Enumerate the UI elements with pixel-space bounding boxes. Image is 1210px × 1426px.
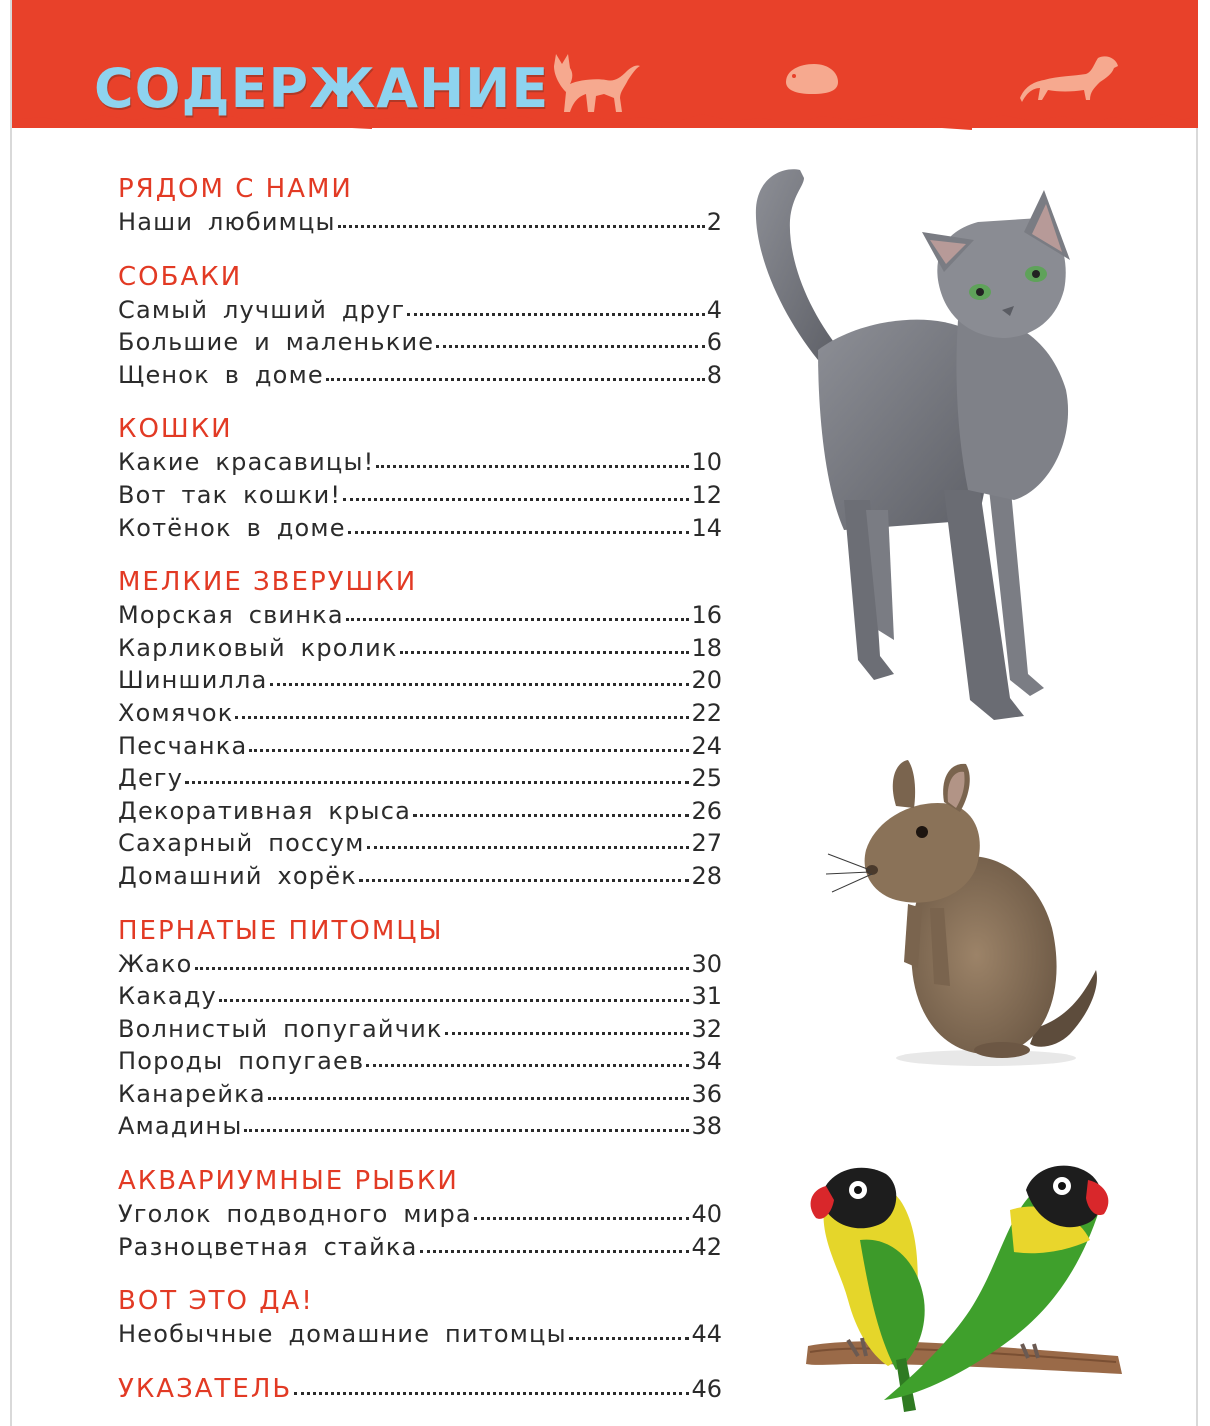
toc-entry[interactable] <box>118 1198 722 1231</box>
toc-entry[interactable] <box>118 359 722 392</box>
entry-page-number: 30 <box>691 949 722 978</box>
toc-entry[interactable] <box>118 1318 722 1351</box>
dot-leader <box>219 998 690 1002</box>
dot-leader <box>376 464 689 468</box>
entry-label: Породы попугаев <box>118 1047 365 1076</box>
dot-leader <box>400 650 690 654</box>
dot-leader <box>407 312 704 316</box>
entry-page-number: 12 <box>691 480 722 509</box>
toc-entry[interactable] <box>118 446 722 479</box>
entry-label: Наши любимцы <box>118 208 336 236</box>
entry-page-number: 4 <box>706 295 722 324</box>
toc-section <box>118 1284 722 1351</box>
entry-label: Уголок подводного мира <box>118 1200 472 1229</box>
toc-entry[interactable] <box>118 512 722 545</box>
dot-leader <box>343 497 689 501</box>
dot-leader <box>338 224 705 228</box>
toc-entry[interactable] <box>118 1013 722 1046</box>
dot-leader <box>366 1063 689 1067</box>
toc-entry[interactable] <box>118 730 722 763</box>
section-heading: РЯДОМ С НАМИ <box>118 174 353 204</box>
toc-entry[interactable] <box>118 206 722 239</box>
index-heading: УКАЗАТЕЛЬ <box>118 1373 293 1404</box>
entry-label: Карликовый кролик <box>118 633 398 662</box>
entry-page-number: 26 <box>691 796 722 825</box>
entry-page-number: 24 <box>691 731 722 760</box>
toc-section <box>118 172 722 239</box>
entry-page-number: 16 <box>691 601 722 630</box>
entry-page-number: 36 <box>691 1079 722 1108</box>
toc-section <box>118 1164 722 1263</box>
entry-page-number: 14 <box>691 513 722 542</box>
toc-entry[interactable] <box>118 827 722 860</box>
entry-label: Морская свинка <box>118 601 344 630</box>
entry-label: Жако <box>118 949 193 978</box>
dot-leader <box>474 1216 690 1220</box>
dot-leader <box>185 780 689 784</box>
toc-section <box>118 914 722 1144</box>
entry-label: Большие и маленькие <box>118 328 435 357</box>
entry-page-number: 28 <box>691 861 722 890</box>
toc-section <box>118 412 722 544</box>
entry-label: Щенок в доме <box>118 360 324 389</box>
dot-leader <box>420 1249 690 1253</box>
toc-entry[interactable] <box>118 948 722 981</box>
toc-entry[interactable] <box>118 664 722 697</box>
entry-label: Какаду <box>118 982 217 1011</box>
lovebirds-illustration <box>800 1160 1126 1420</box>
section-heading: МЕЛКИЕ ЗВЕРУШКИ <box>118 567 418 598</box>
section-heading: ВОТ ЭТО ДА! <box>118 1286 314 1317</box>
toc-entry[interactable] <box>118 980 722 1013</box>
dot-leader <box>270 682 690 686</box>
dot-leader <box>359 878 690 882</box>
entry-page-number: 8 <box>706 360 722 389</box>
entry-page-number: 27 <box>691 829 722 858</box>
entry-page-number: 20 <box>691 666 722 695</box>
entry-label: Декоративная крыса <box>118 796 412 825</box>
toc-section <box>118 260 722 392</box>
index-page-number: 46 <box>691 1374 722 1403</box>
entry-label: Домашний хорёк <box>118 861 357 890</box>
toc-entry[interactable] <box>118 697 722 730</box>
dot-leader <box>195 966 690 970</box>
dot-leader <box>244 1128 689 1132</box>
dot-leader <box>326 377 705 381</box>
dot-leader <box>235 715 689 719</box>
entry-page-number: 32 <box>691 1014 722 1043</box>
toc-entry[interactable] <box>118 599 722 632</box>
entry-page-number: 6 <box>706 328 722 357</box>
entry-page-number: 2 <box>706 208 722 236</box>
dot-leader <box>294 1391 689 1395</box>
entry-label: Песчанка <box>118 731 248 760</box>
entry-page-number: 38 <box>691 1112 722 1141</box>
dot-leader <box>367 845 690 849</box>
entry-page-number: 40 <box>691 1200 722 1229</box>
entry-label: Шиншилла <box>118 666 268 695</box>
page-title: СОДЕРЖАНИЕ <box>94 57 550 120</box>
dot-leader <box>413 813 689 817</box>
cat-silhouette-icon <box>550 50 646 114</box>
entry-page-number: 31 <box>691 982 722 1011</box>
entry-page-number: 22 <box>691 698 722 727</box>
section-heading: АКВАРИУМНЫЕ РЫБКИ <box>118 1166 459 1197</box>
entry-label: Волнистый попугайчик <box>118 1014 443 1043</box>
toc-entry[interactable] <box>118 1045 722 1078</box>
toc-entry[interactable] <box>118 795 722 828</box>
grey-cat-illustration <box>748 160 1108 732</box>
toc-entry[interactable] <box>118 1231 722 1264</box>
entry-label: Какие красавицы! <box>118 448 375 477</box>
entry-label: Котёнок в доме <box>118 513 346 542</box>
toc-entry[interactable] <box>118 860 722 893</box>
table-of-contents <box>118 172 722 1406</box>
dot-leader <box>346 617 690 621</box>
entry-label: Амадины <box>118 1112 243 1141</box>
toc-entry[interactable] <box>118 762 722 795</box>
toc-entry[interactable] <box>118 632 722 665</box>
entry-page-number: 10 <box>691 448 722 477</box>
toc-entry[interactable] <box>118 326 722 359</box>
entry-label: Канарейка <box>118 1079 266 1108</box>
toc-entry[interactable] <box>118 294 722 327</box>
entry-page-number: 42 <box>691 1232 722 1261</box>
entry-label: Разноцветная стайка <box>118 1232 418 1261</box>
dot-leader <box>249 748 689 752</box>
toc-index-entry[interactable] <box>118 1372 722 1406</box>
dot-leader <box>268 1096 690 1100</box>
toc-entry[interactable] <box>118 1078 722 1111</box>
toc-entry[interactable] <box>118 1110 722 1143</box>
entry-label: Дегу <box>118 764 184 793</box>
entry-page-number: 34 <box>691 1047 722 1076</box>
degu-illustration <box>826 758 1108 1068</box>
entry-page-number: 25 <box>691 764 722 793</box>
section-heading: СОБАКИ <box>118 261 243 292</box>
entry-label: Необычные домашние питомцы <box>118 1320 567 1349</box>
dot-leader <box>445 1031 690 1035</box>
toc-section <box>118 565 722 892</box>
section-heading: ПЕРНАТЫЕ ПИТОМЦЫ <box>118 915 444 946</box>
entry-label: Самый лучший друг <box>118 295 406 324</box>
entry-label: Вот так кошки! <box>118 480 342 509</box>
entry-label: Сахарный поссум <box>118 829 365 858</box>
entry-label: Хомячок <box>118 698 234 727</box>
section-heading: КОШКИ <box>118 414 233 445</box>
entry-page-number: 18 <box>691 633 722 662</box>
guinea-pig-silhouette-icon <box>782 62 840 96</box>
entry-page-number: 44 <box>691 1320 722 1349</box>
dot-leader <box>436 344 704 348</box>
dot-leader <box>348 530 690 534</box>
toc-entry[interactable] <box>118 479 722 512</box>
dot-leader <box>569 1336 690 1340</box>
ferret-silhouette-icon <box>1020 52 1124 108</box>
